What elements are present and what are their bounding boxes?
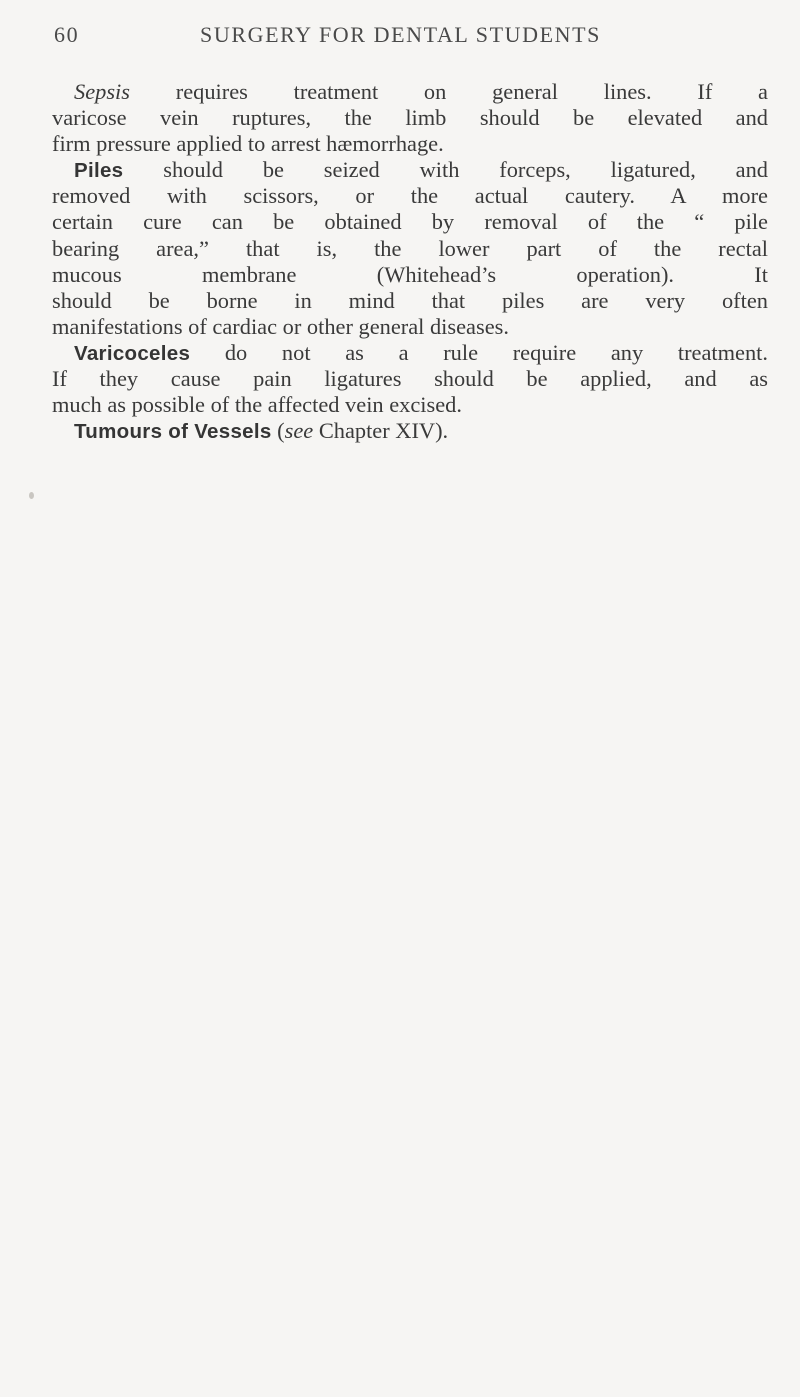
text-line: firm pressure applied to arrest hæmorrhage. — [52, 131, 444, 157]
text-run: should be seized with forceps, ligatured, and — [123, 157, 768, 183]
paper-speck — [29, 492, 34, 499]
text-line: varicose vein ruptures, the limb should be elevated and — [52, 105, 768, 131]
text-run: requires treatment on general lines. If a — [129, 79, 768, 104]
paragraph-heading-sepsis: Sepsis — [74, 79, 130, 104]
text-line — [52, 418, 768, 444]
body-text — [52, 79, 768, 444]
paragraph-heading-piles: Piles — [74, 159, 124, 183]
text-line — [52, 340, 768, 366]
cross-reference-see: see — [284, 418, 314, 444]
page-number: 60 — [54, 22, 80, 47]
paragraph-heading-varicoceles: Varicoceles — [74, 341, 191, 365]
text-line — [52, 79, 768, 105]
running-title: SURGERY FOR DENTAL STUDENTS — [200, 22, 602, 47]
running-head — [54, 22, 734, 52]
text-run: do not as a rule require any treatment. — [190, 339, 768, 365]
text-line: mucous membrane (Whitehead’s operation). It — [52, 261, 768, 287]
text-line: removed with scissors, or the actual cautery. A more — [52, 183, 768, 209]
text-line: certain cure can be obtained by removal of the “ pile — [52, 209, 768, 235]
text-line: should be borne in mind that piles are very often — [52, 287, 768, 313]
text-line — [52, 157, 768, 183]
text-line: much as possible of the affected vein excised. — [52, 392, 462, 418]
paragraph-heading-tumours-of-vessels: Tumours of Vessels — [74, 420, 272, 444]
text-line: manifestations of cardiac or other general diseases. — [52, 313, 509, 339]
text-line: If they cause pain ligatures should be applied, and as — [52, 366, 768, 392]
text-line: bearing area,” that is, the lower part of the rectal — [52, 235, 768, 261]
text-run: ( — [271, 418, 285, 444]
text-run: Chapter XIV). — [313, 418, 449, 444]
